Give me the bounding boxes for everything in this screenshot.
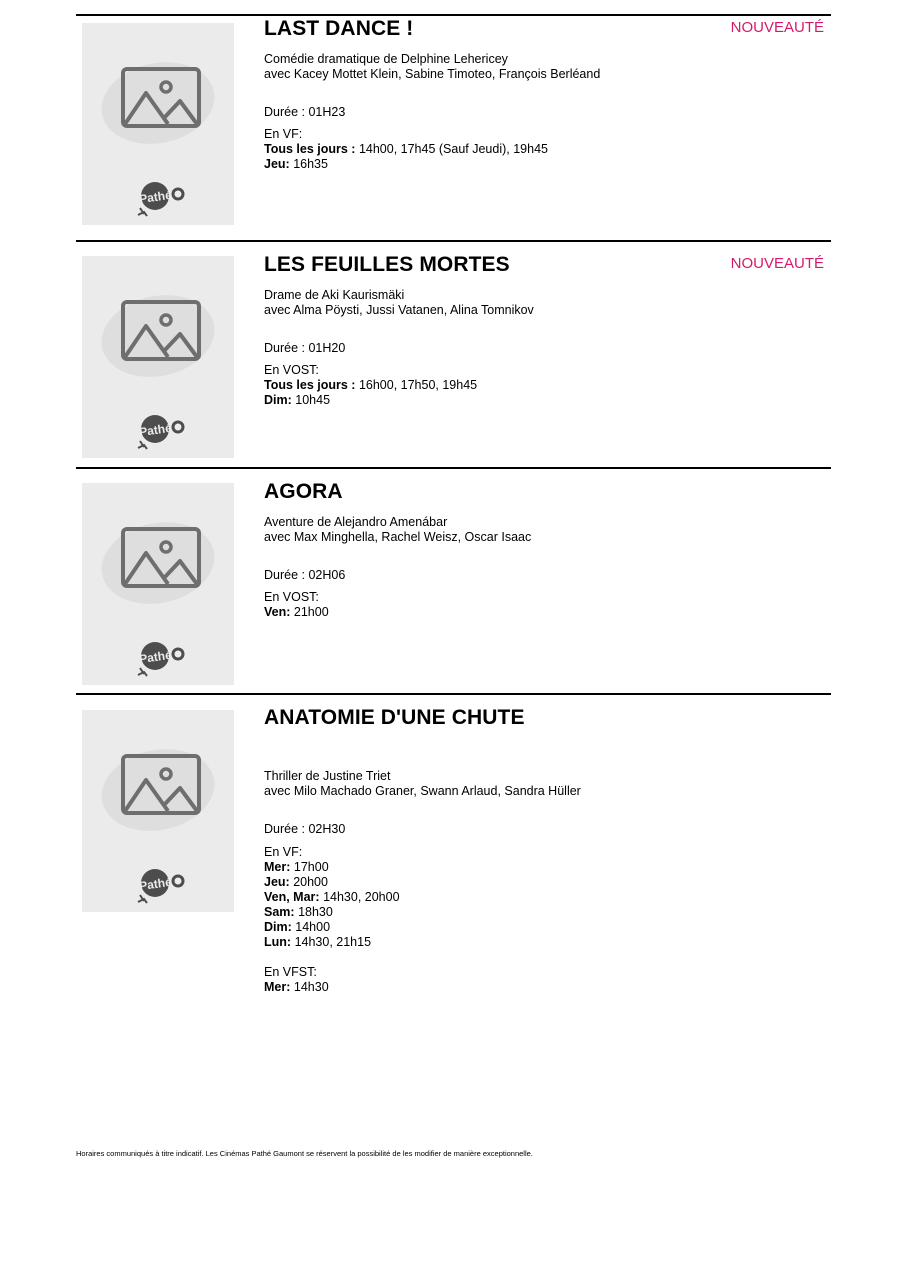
showtime-times: 16h35 — [293, 157, 328, 171]
showtime-times: 14h00 — [295, 920, 331, 934]
film-card — [76, 14, 831, 240]
showtime-times: 21h00 — [293, 605, 329, 619]
showtime-row — [264, 935, 371, 950]
poster-placeholder — [82, 483, 234, 685]
film-card — [76, 240, 831, 467]
new-badge: NOUVEAUTÉ — [730, 255, 824, 272]
film-cast: avec Milo Machado Graner, Swann Arlaud, Sandra Hüller — [264, 784, 581, 798]
showtime-version: En VFST: — [264, 965, 317, 979]
showtime-row — [264, 393, 330, 408]
poster-placeholder — [82, 256, 234, 458]
svg-text:Pathé: Pathé — [138, 647, 173, 667]
svg-text:Pathé: Pathé — [138, 874, 173, 894]
disclaimer-footer: Horaires communiqués à titre indicatif. Les Cinémas Pathé Gaumont se réservent la possibilité de les modifier de manière exceptionnelle. — [76, 1149, 533, 1158]
pathe-logo-icon — [138, 869, 183, 903]
film-genre: Aventure de Alejandro Amenábar — [264, 515, 448, 529]
showtime-times: 10h45 — [295, 393, 331, 407]
showtime-row — [264, 875, 328, 890]
showtime-day: Dim: — [264, 920, 292, 934]
showtime-version: En VOST: — [264, 363, 319, 377]
image-placeholder-icon — [82, 710, 234, 912]
film-duration: Durée : 02H06 — [264, 568, 346, 582]
showtime-times: 20h00 — [293, 875, 328, 889]
pathe-logo-icon — [138, 642, 183, 676]
showtime-day: Mer: — [264, 860, 291, 874]
showtime-row — [264, 980, 329, 995]
svg-text:Pathé: Pathé — [138, 187, 173, 207]
film-cast: avec Max Minghella, Rachel Weisz, Oscar Isaac — [264, 530, 532, 544]
film-genre: Drame de Aki Kaurismäki — [264, 288, 405, 302]
showtime-day: Dim: — [264, 393, 292, 407]
showtime-day: Ven: — [264, 605, 291, 619]
showtime-row — [264, 605, 329, 620]
showtime-row — [264, 920, 330, 935]
showtime-day: Jeu: — [264, 875, 290, 889]
film-duration: Durée : 01H23 — [264, 105, 346, 119]
showtime-times: 14h30 — [293, 980, 329, 994]
showtime-row — [264, 905, 333, 920]
showtime-day: Mer: — [264, 980, 291, 994]
showtime-row — [264, 378, 477, 393]
showtime-times: 14h00, 17h45 (Sauf Jeudi), 19h45 — [358, 142, 548, 156]
showtime-times: 16h00, 17h50, 19h45 — [358, 378, 478, 392]
showtime-row — [264, 142, 548, 157]
film-title: ANATOMIE D'UNE CHUTE — [264, 706, 525, 729]
pathe-logo-icon — [138, 415, 183, 449]
film-card — [76, 693, 831, 1005]
showtime-times: 14h30, 21h15 — [294, 935, 372, 949]
film-duration: Durée : 01H20 — [264, 341, 346, 355]
showtime-times: 17h00 — [293, 860, 329, 874]
showtime-day: Sam: — [264, 905, 295, 919]
showtime-times: 18h30 — [298, 905, 333, 919]
film-cast: avec Kacey Mottet Klein, Sabine Timoteo, François Berléand — [264, 67, 601, 81]
showtime-row — [264, 890, 400, 905]
showtime-day: Tous les jours : — [264, 142, 356, 156]
image-placeholder-icon — [82, 23, 234, 225]
showtime-day: Ven, Mar: — [264, 890, 320, 904]
film-genre: Comédie dramatique de Delphine Lehericey — [264, 52, 508, 66]
film-genre: Thriller de Justine Triet — [264, 769, 391, 783]
film-title: AGORA — [264, 480, 343, 503]
poster-placeholder — [82, 710, 234, 912]
showtime-version: En VF: — [264, 845, 303, 859]
showtime-row — [264, 860, 329, 875]
showtime-times: 14h30, 20h00 — [323, 890, 400, 904]
svg-text:Pathé: Pathé — [138, 420, 173, 440]
pathe-logo-icon — [138, 182, 183, 216]
film-title: LES FEUILLES MORTES — [264, 253, 510, 276]
showtime-day: Jeu: — [264, 157, 290, 171]
image-placeholder-icon — [82, 256, 234, 458]
showtime-version: En VOST: — [264, 590, 319, 604]
showtime-version: En VF: — [264, 127, 303, 141]
film-cast: avec Alma Pöysti, Jussi Vatanen, Alina Tomnikov — [264, 303, 534, 317]
showtime-row — [264, 157, 328, 172]
image-placeholder-icon — [82, 483, 234, 685]
poster-placeholder — [82, 23, 234, 225]
film-duration: Durée : 02H30 — [264, 822, 346, 836]
showtime-day: Lun: — [264, 935, 292, 949]
film-title: LAST DANCE ! — [264, 17, 414, 40]
new-badge: NOUVEAUTÉ — [730, 19, 824, 36]
film-card — [76, 467, 831, 694]
showtime-day: Tous les jours : — [264, 378, 356, 392]
